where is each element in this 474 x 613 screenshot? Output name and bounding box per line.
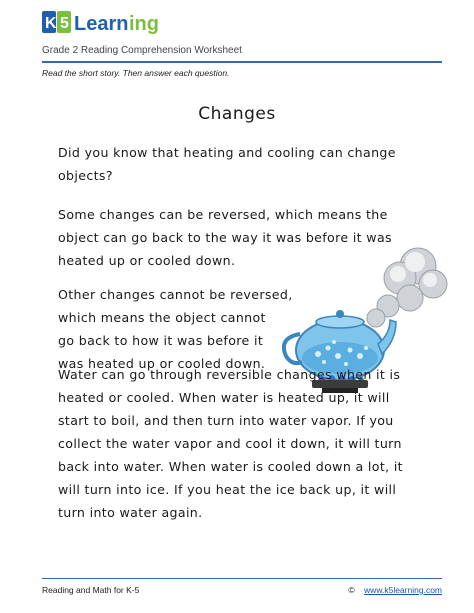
footer-link-block: [348, 585, 442, 595]
story-title: Changes: [198, 104, 276, 124]
svg-text:K: K: [45, 15, 57, 32]
website-link[interactable]: www.k5learning.com: [364, 585, 442, 595]
footer-divider: [42, 578, 442, 579]
story-paragraph-3: Other changes cannot be reversed, which means the object cannot go back to how it was before it was heated up or cooled down.: [58, 287, 293, 371]
svg-text:5: 5: [60, 15, 69, 32]
worksheet-type: Grade 2 Reading Comprehension Worksheet: [42, 45, 242, 56]
story-paragraph-2: Some changes can be reversed, which means the object can go back to the way it was before it was heated up or cooled down.: [58, 207, 392, 268]
story-paragraph-1: Did you know that heating and cooling can change objects?: [58, 145, 396, 183]
story-paragraph-4: Water can go through reversible changes when it is heated or cooled. When water is heated up, it will start to boil, and then turn into water vapor. If you collect the water vapor and cool it down, it will turn back into water. When water is cooled down a lot, it will turn into ice. If you heat the ice back up, it will turn into water again.: [58, 367, 403, 520]
instructions: Read the short story. Then answer each question.: [42, 68, 230, 78]
footer-tagline: Reading and Math for K-5: [42, 585, 140, 595]
svg-text:Learn: Learn: [74, 13, 129, 35]
k5-learning-logo: [42, 8, 172, 38]
header-divider: [42, 61, 442, 63]
svg-text:ing: ing: [129, 13, 159, 35]
copyright-symbol: ©: [348, 585, 355, 595]
